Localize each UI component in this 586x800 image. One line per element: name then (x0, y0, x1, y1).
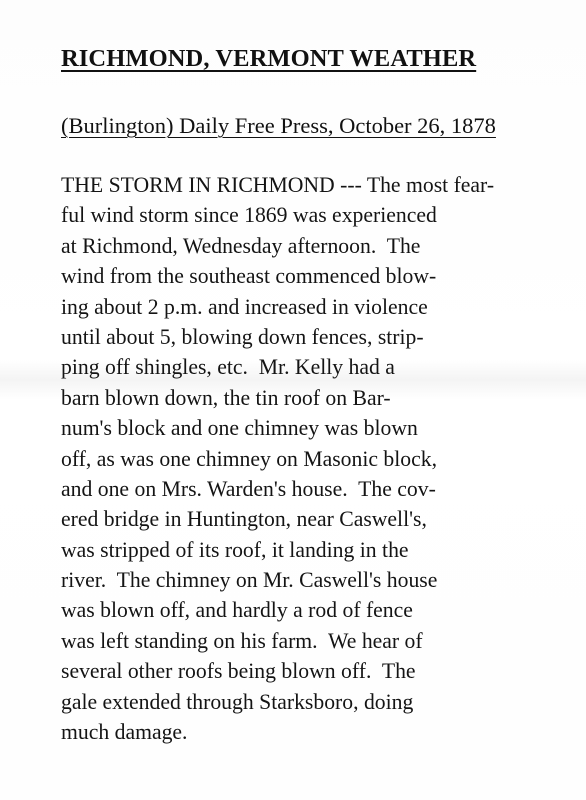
article-line: barn blown down, the tin roof on Bar- (61, 385, 391, 410)
article-line: and one on Mrs. Warden's house. The cov- (61, 476, 436, 501)
article-line: was stripped of its roof, it landing in the (61, 537, 409, 562)
article-line: much damage. (61, 720, 188, 745)
article-body (61, 170, 571, 747)
article-line: ful wind storm since 1869 was experienced (61, 203, 437, 228)
document-title: RICHMOND, VERMONT WEATHER (61, 45, 477, 72)
article-line: several other roofs being blown off. The (61, 659, 416, 684)
article-line: was left standing on his farm. We hear of (61, 628, 423, 653)
article-line: until about 5, blowing down fences, strip- (61, 324, 424, 349)
article-line: THE STORM IN RICHMOND --- The most fear- (61, 173, 495, 197)
article-line: gale extended through Starksboro, doing (61, 689, 414, 714)
article-line: ing about 2 p.m. and increased in violence (61, 294, 428, 319)
article-line: num's block and one chimney was blown (61, 416, 418, 441)
source-citation: (Burlington) Daily Free Press, October 26, 1878 (61, 113, 496, 138)
article-line: off, as was one chimney on Masonic block, (61, 446, 438, 471)
article-line: ping off shingles, etc. Mr. Kelly had a (61, 355, 395, 380)
article-line: river. The chimney on Mr. Caswell's house (61, 568, 438, 593)
article-line: ered bridge in Huntington, near Caswell's, (61, 507, 427, 532)
article-line: wind from the southeast commenced blow- (61, 264, 437, 289)
article-line: at Richmond, Wednesday afternoon. The (61, 233, 421, 258)
article-line: was blown off, and hardly a rod of fence (61, 598, 413, 623)
